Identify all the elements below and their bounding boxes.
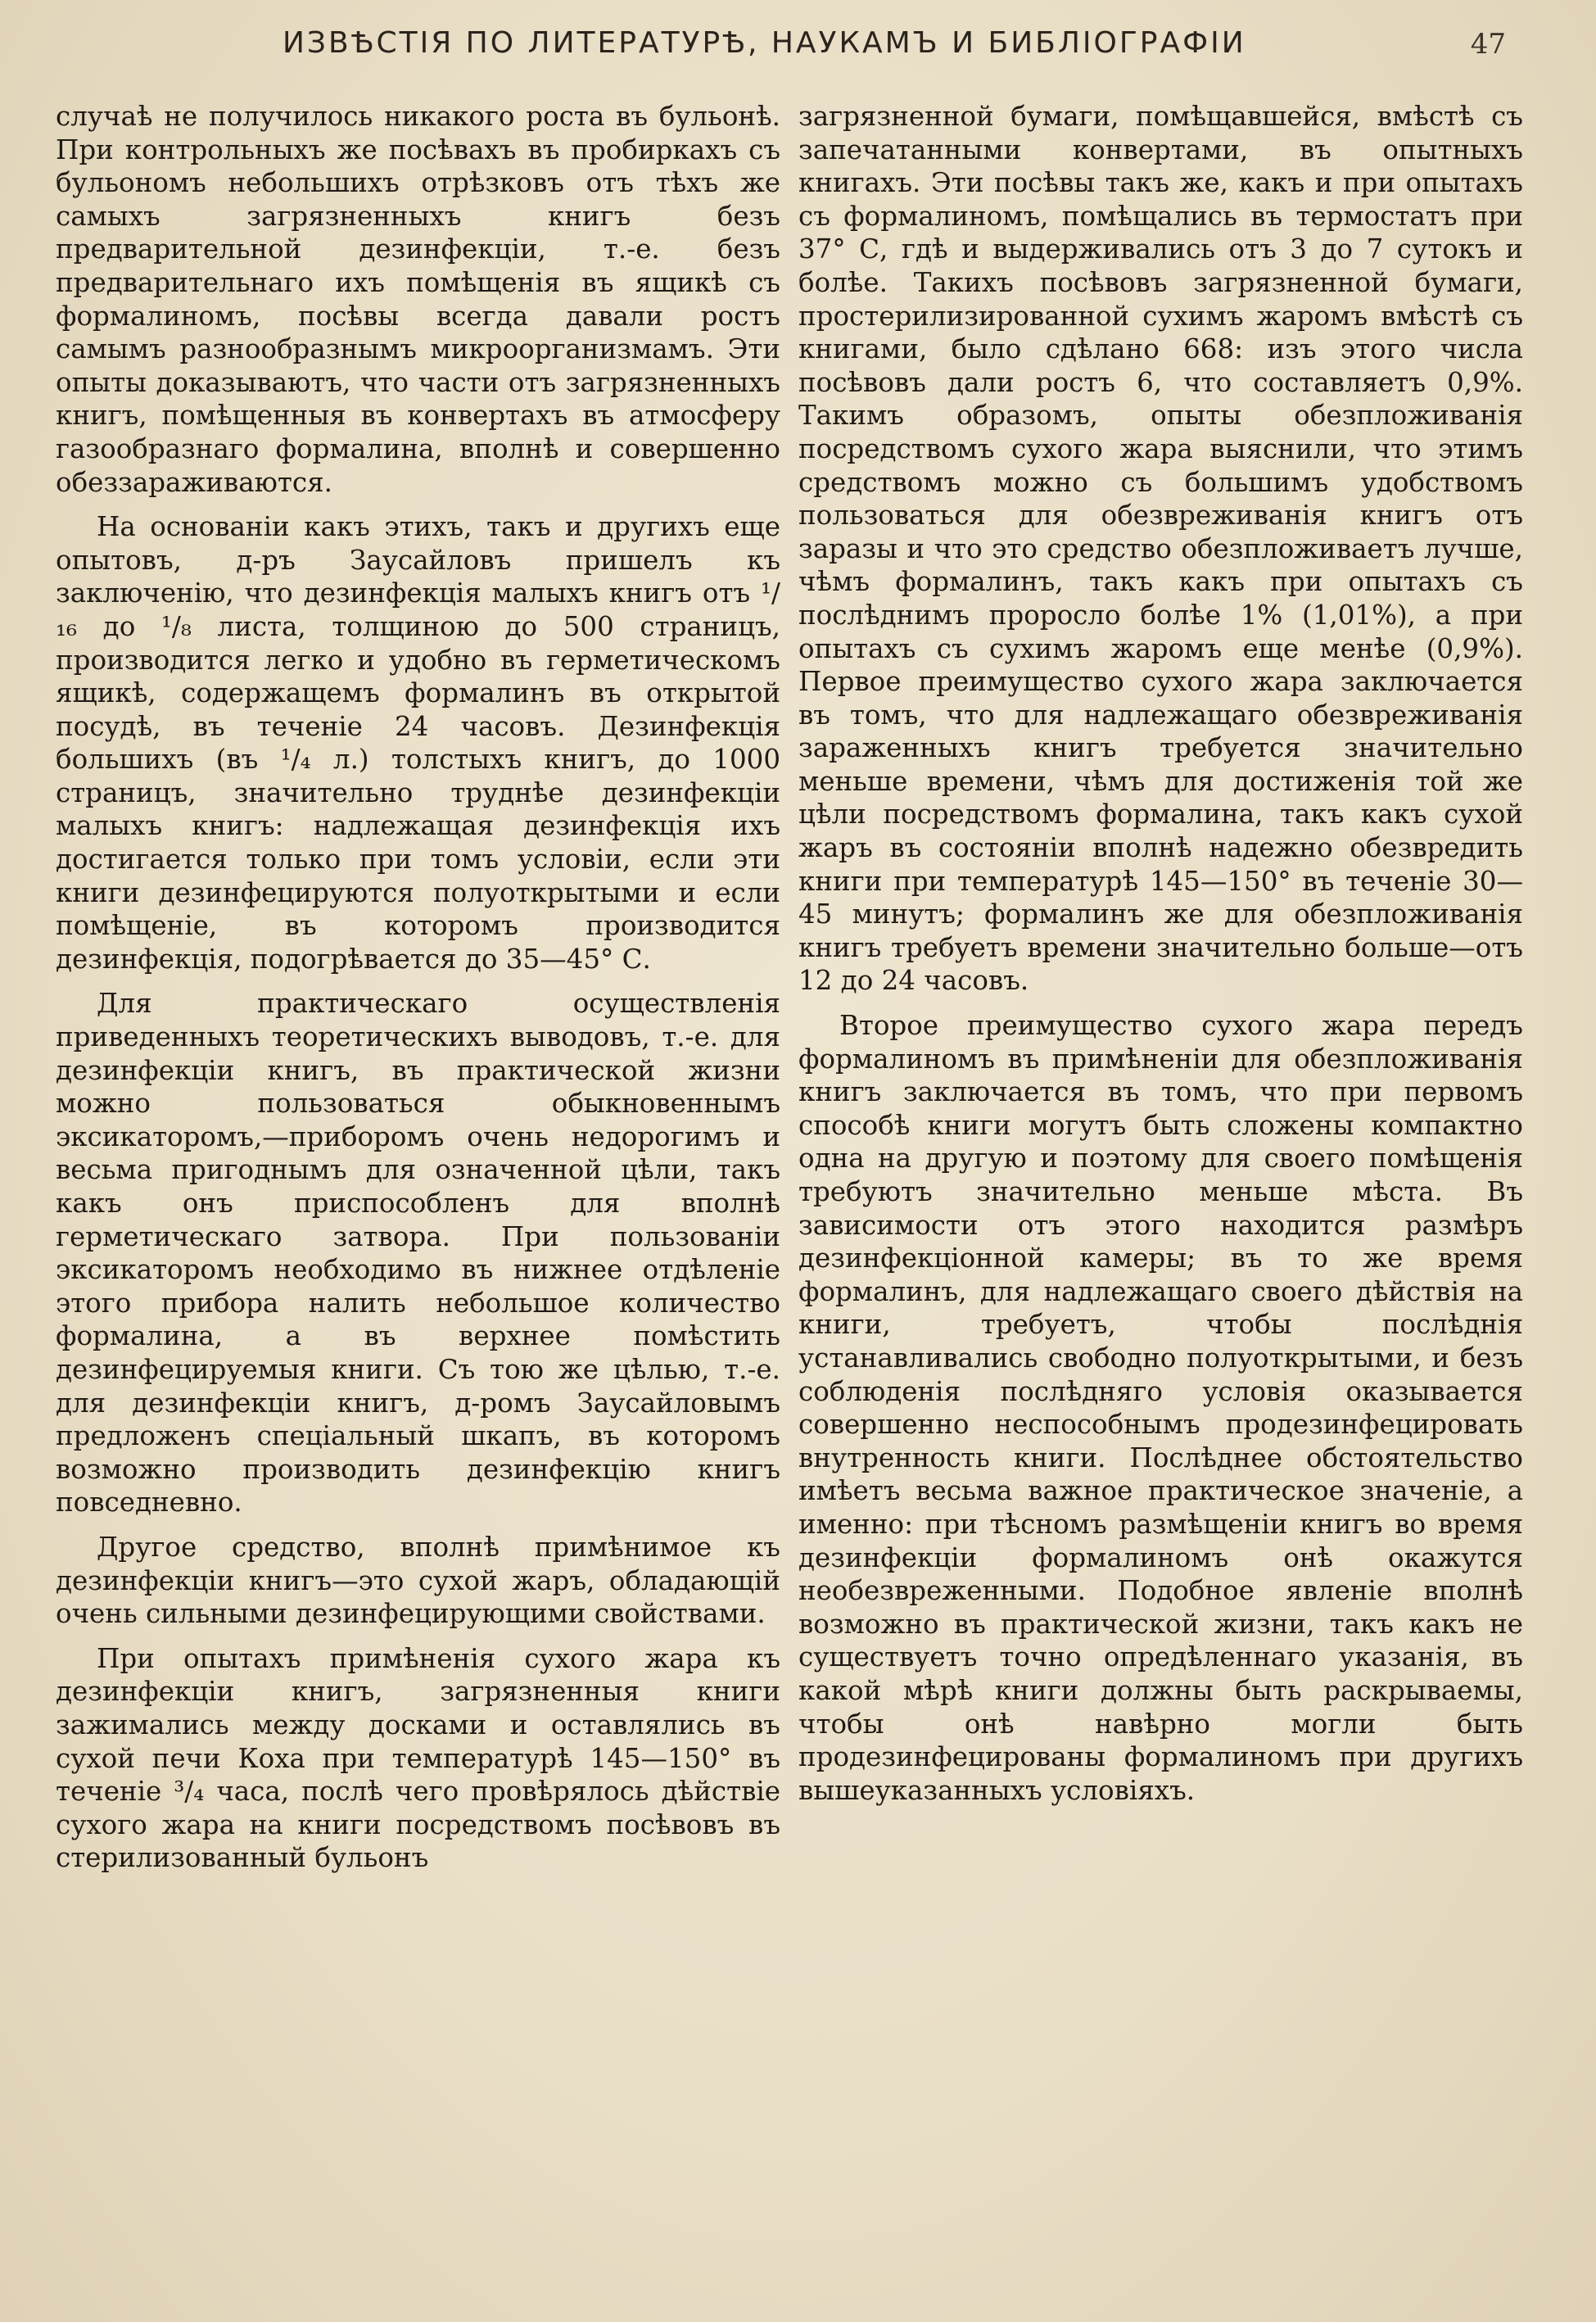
running-title: ИЗВѢСТІЯ ПО ЛИТЕРАТУРѢ, НАУКАМЪ И БИБЛІОГРАФІИ (283, 26, 1246, 60)
page-number: 47 (1470, 28, 1506, 61)
right-column (798, 100, 1523, 1818)
paragraph: Другое средство, вполнѣ примѣнимое къ дезинфекціи книгъ—это сухой жаръ, обладающій очень сильными дезинфецирующими свойствами. (56, 1531, 780, 1630)
paragraph: Для практическаго осуществленія приведенныхъ теоретическихъ выводовъ, т.-е. для дезинфекціи книгъ, въ практической жизни можно пользоваться обыкновеннымъ эксикаторомъ,—приборомъ очень недорогимъ и весьма пригоднымъ для означенной цѣли, такъ какъ онъ приспособленъ для вполнѣ герметическаго затвора. При пользованіи эксикаторомъ необходимо въ нижнее отдѣленіе этого прибора налить небольшое количество формалина, а въ верхнее помѣстить дезинфецируемыя книги. Съ тою же цѣлью, т.-е. для дезинфекціи книгъ, д-ромъ Заусайловымъ предложенъ спеціальный шкапъ, въ которомъ возможно производить дезинфекцію книгъ повседневно. (56, 988, 780, 1519)
paragraph: При опытахъ примѣненія сухого жара къ дезинфекціи книгъ, загрязненныя книги зажимались между досками и оставлялись въ сухой печи Коха при температурѣ 145—150° въ теченіе ³/₄ часа, послѣ чего провѣрялось дѣйствіе сухого жара на книги посредствомъ посѣвовъ въ стерилизованный бульонъ (56, 1642, 780, 1874)
paragraph: загрязненной бумаги, помѣщавшейся, вмѣстѣ съ запечатанными конвертами, въ опытныхъ книгахъ. Эти посѣвы такъ же, какъ и при опытахъ съ формалиномъ, помѣщались въ термостатъ при 37° С, гдѣ и выдерживались отъ 3 до 7 сутокъ и болѣе. Такихъ посѣвовъ загрязненной бумаги, простерилизированной сухимъ жаромъ вмѣстѣ съ книгами, было сдѣлано 668: изъ этого числа посѣвовъ дали ростъ 6, что составляетъ 0,9%. Такимъ образомъ, опыты обезпложиванія посредствомъ сухого жара выяснили, что этимъ средствомъ можно съ большимъ удобствомъ пользоваться для обезвреживанія книгъ отъ заразы и что это средство обезпложиваетъ лучше, чѣмъ формалинъ, такъ какъ при опытахъ съ послѣднимъ проросло болѣе 1% (1,01%), а при опытахъ съ сухимъ жаромъ еще менѣе (0,9%). Первое преимущество сухого жара заключается въ томъ, что для надлежащаго обезвреживанія зараженныхъ книгъ требуется значительно меньше времени, чѣмъ для достиженія той же цѣли посредствомъ формалина, такъ какъ сухой жаръ въ состояніи вполнѣ надежно обезвредить книги при температурѣ 145—150° въ теченіе 30—45 минутъ; формалинъ же для обезпложиванія книгъ требуетъ времени значительно больше—отъ 12 до 24 часовъ. (798, 101, 1523, 997)
left-column (56, 100, 780, 1886)
paragraph: На основаніи какъ этихъ, такъ и другихъ еще опытовъ, д-ръ Заусайловъ пришелъ къ заключенію, что дезинфекція малыхъ книгъ отъ ¹/₁₆ до ¹/₈ листа, толщиною до 500 страницъ, производится легко и удобно въ герметическомъ ящикѣ, содержащемъ формалинъ въ открытой посудѣ, въ теченіе 24 часовъ. Дезинфекція большихъ (въ ¹/₄ л.) толстыхъ книгъ, до 1000 страницъ, значительно труднѣе дезинфекціи малыхъ книгъ: надлежащая дезинфекція ихъ достигается только при томъ условіи, если эти книги дезинфецируются полуоткрытыми и если помѣщеніе, въ которомъ производится дезинфекція, подогрѣвается до 35—45° С. (56, 511, 780, 975)
paragraph: случаѣ не получилось никакого роста въ бульонѣ. При контрольныхъ же посѣвахъ въ пробиркахъ съ бульономъ небольшихъ отрѣзковъ отъ тѣхъ же самыхъ загрязненныхъ книгъ безъ предварительной дезинфекціи, т.-е. безъ предварительнаго ихъ помѣщенія въ ящикѣ съ формалиномъ, посѣвы всегда давали ростъ самымъ разнообразнымъ микроорганизмамъ. Эти опыты доказываютъ, что части отъ загрязненныхъ книгъ, помѣщенныя въ конвертахъ въ атмосферу газообразнаго формалина, вполнѣ и совершенно обеззараживаются. (56, 101, 780, 498)
paragraph: Второе преимущество сухого жара передъ формалиномъ въ примѣненіи для обезпложиванія книгъ заключается въ томъ, что при первомъ способѣ книги могутъ быть сложены компактно одна на другую и поэтому для своего помѣщенія требуютъ значительно меньше мѣста. Въ зависимости отъ этого находится размѣръ дезинфекціонной камеры; въ то же время формалинъ, для надлежащаго своего дѣйствія на книги, требуетъ, чтобы послѣднія устанавливались свободно полуоткрытыми, и безъ соблюденія послѣдняго условія оказывается совершенно неспособнымъ продезинфецировать внутренность книги. Послѣднее обстоятельство имѣетъ весьма важное практическое значеніе, а именно: при тѣсномъ размѣщеніи книгъ во время дезинфекціи формалиномъ онѣ окажутся необезвреженными. Подобное явленіе вполнѣ возможно въ практической жизни, такъ какъ не существуетъ точно опредѣленнаго указанія, въ какой мѣрѣ книги должны быть раскрываемы, чтобы онѣ навѣрно могли быть продезинфецированы формалиномъ при другихъ вышеуказанныхъ условіяхъ. (798, 1010, 1523, 1806)
